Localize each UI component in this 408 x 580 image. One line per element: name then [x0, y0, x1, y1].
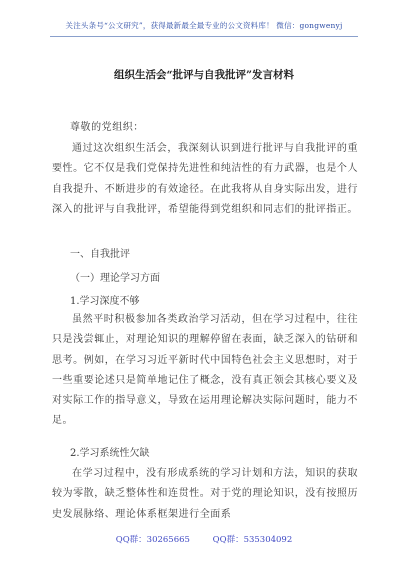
section-heading-self-criticism: 一、自我批评	[70, 249, 130, 260]
item-heading-system: 2.学习系统性欠缺	[70, 448, 150, 459]
depth-paragraph: 虽然平时积极参加各类政治学习活动，但在学习过程中，往往只是浅尝辄止，对理论知识的理解停留在表面，缺乏深入的钻研和思考。例如，在学习习近平新时代中国特色社会主义思想时，对于一些重要论述只是简单地记住了概念，没有真正领会其核心要义及对实际工作的指导意义，导致在运用理论解决实际问题时，能力不足。	[52, 314, 358, 427]
document-title: 组织生活会“批评与自我批评”发言材料	[113, 69, 295, 81]
footer-qq-group-2: QQ群：535304092	[212, 535, 293, 545]
item-heading-depth: 1.学习深度不够	[70, 296, 140, 307]
header-banner: 关注头条号“公文研究”，获得最新最全最专业的公文资料库！ 微信：gongwenyj	[65, 21, 343, 30]
footer-qq-group-1: QQ群：30265665	[115, 535, 190, 545]
header-divider	[50, 36, 358, 37]
salutation: 尊敬的党组织：	[70, 122, 144, 133]
subsection-heading-theory: （一）理论学习方面	[70, 273, 160, 284]
intro-paragraph: 通过这次组织生活会，我深刻认识到进行批评与自我批评的重要性。它不仅是我们党保持先进性和纯洁性的有力武器，也是个人自我提升、不断进步的有效途径。在此我将从自身实际出发，进行深入的批评与自我批评，希望能得到党组织和同志们的批评指正。	[52, 143, 358, 215]
footer	[0, 533, 408, 545]
system-paragraph: 在学习过程中，没有形成系统的学习计划和方法，知识的获取较为零散，缺乏整体性和连贯性。对于党的理论知识，没有按照历史发展脉络、理论体系框架进行全面系	[52, 468, 358, 520]
